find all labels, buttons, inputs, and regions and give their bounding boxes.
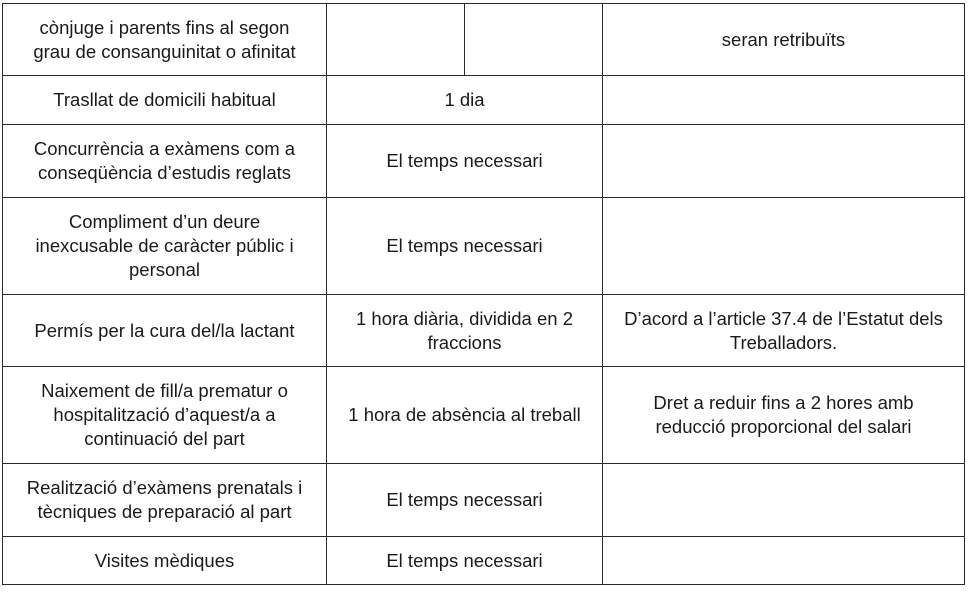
concept-text: Trasllat de domicili habitual	[53, 89, 276, 110]
permits-table	[2, 3, 965, 585]
concept-text: Visites mèdiques	[94, 549, 235, 571]
duration-text: El temps necessari	[386, 549, 543, 571]
concept-text: cònjuge i parents fins al segon	[39, 16, 290, 38]
concept-text: Concurrència a exàmens com a	[33, 138, 296, 159]
notes-text: seran retribuïts	[721, 28, 846, 50]
concept-text: hospitalització d’aquest/a a	[53, 404, 276, 425]
concept-text: personal	[129, 259, 200, 280]
concept-text: conseqüència d’estudis reglats	[38, 162, 291, 183]
duration-cell	[327, 198, 603, 295]
duration-text: El temps necessari	[386, 235, 543, 256]
duration-text: El temps necessari	[386, 150, 543, 171]
duration-text: fraccions	[427, 331, 502, 353]
table-row	[3, 198, 965, 295]
duration-cell	[327, 295, 603, 367]
table-row	[3, 76, 965, 125]
concept-cell	[3, 367, 327, 464]
duration-text: 1 hora de absència al treball	[348, 404, 581, 425]
concept-text: Permís per la cura del/la lactant	[34, 319, 295, 341]
notes-cell	[603, 198, 965, 295]
table-row	[3, 367, 965, 464]
concept-text: Naixement de fill/a prematur o	[41, 380, 288, 401]
table-row	[3, 4, 965, 76]
notes-cell	[603, 4, 965, 76]
duration-cell	[327, 464, 603, 537]
duration-cell	[327, 125, 603, 198]
concept-cell	[3, 537, 327, 585]
concept-cell	[3, 198, 327, 295]
concept-text: tècniques de preparació al part	[37, 501, 292, 522]
duration-cell	[327, 537, 603, 585]
duration-text: 1 dia	[444, 89, 485, 110]
notes-cell	[603, 295, 965, 367]
table-row	[3, 537, 965, 585]
duration-cell	[327, 367, 603, 464]
concept-text: inexcusable de caràcter públic i	[35, 235, 294, 256]
table-row	[3, 125, 965, 198]
concept-cell	[3, 125, 327, 198]
notes-cell	[603, 367, 965, 464]
table-row	[3, 464, 965, 537]
notes-cell	[603, 464, 965, 537]
notes-text: Treballadors.	[729, 331, 838, 353]
concept-text: Realització d’exàmens prenatals i	[26, 477, 303, 498]
concept-text: grau de consanguinitat o afinitat	[33, 40, 296, 62]
notes-text: D’acord a l’article 37.4 de l’Estatut dels	[624, 307, 943, 329]
duration-text: El temps necessari	[386, 489, 543, 510]
duration-cell	[327, 76, 603, 125]
notes-cell	[603, 76, 965, 125]
notes-text: reducció proporcional del salari	[655, 416, 912, 437]
duration-text: 1 hora diària, dividida en 2	[355, 307, 573, 329]
concept-cell	[3, 76, 327, 125]
notes-cell	[603, 125, 965, 198]
concept-cell	[3, 464, 327, 537]
concept-text: Compliment d’un deure	[68, 211, 261, 232]
concept-cell	[3, 4, 327, 76]
notes-cell	[603, 537, 965, 585]
concept-cell	[3, 295, 327, 367]
concept-text: continuació del part	[84, 428, 245, 449]
duration-cell	[465, 4, 603, 76]
table-row	[3, 295, 965, 367]
duration-cell	[327, 4, 465, 76]
notes-text: Dret a reduir fins a 2 hores amb	[653, 392, 914, 413]
